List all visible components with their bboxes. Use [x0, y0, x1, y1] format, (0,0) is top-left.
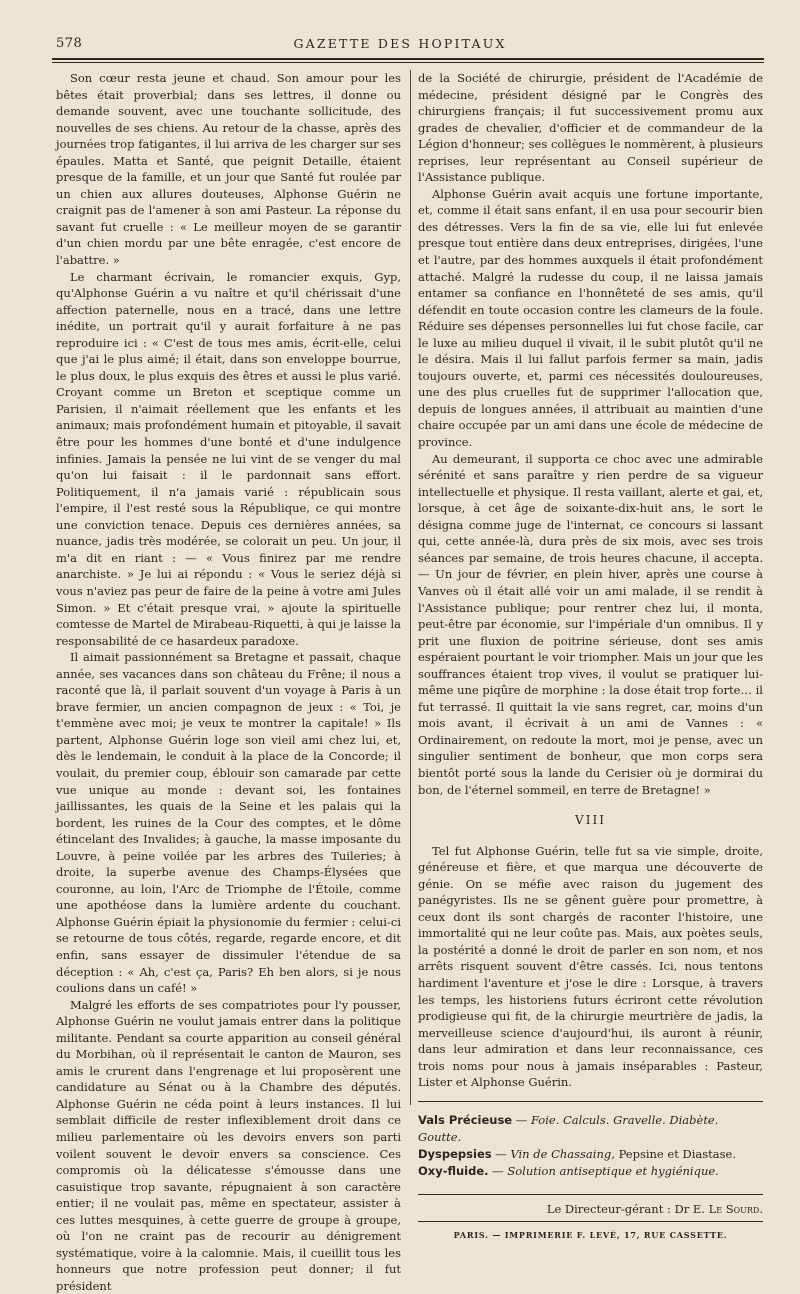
signature-rule [418, 1194, 763, 1195]
ad-product: Dyspepsies [418, 1146, 492, 1161]
ad-extra: Pepsine et Diastase. [618, 1146, 736, 1161]
signature-name: Le Sourd. [708, 1201, 763, 1216]
header-rule-thick [52, 58, 764, 60]
advertisement-vals: Vals Précieuse — Foie. Calculs. Gravelle. Diabète. Goutte. [418, 1112, 719, 1144]
paragraph: Il aimait passionnément sa Bretagne et passait, chaque année, ses vacances dans son château du Frêne; il nous a raconté que là, il parlait souvent d'un voyage à Paris à un brave fermier, un ancien compagnon de jeux : « Toi, je t'emmène avec moi; je veux te montrer la capitale! » Ils partent, Alphonse Guérin loge son vieil ami chez lui, et, dès le lendemain, le conduit à la place de la Concorde; il voulait, du premier coup, éblouir son camarade par cette vue unique au monde : devant soi, les fontaines jaillissantes, les quais de la Seine et les palais qui la bordent, les ruines de la Cour des comptes, et le dôme étincelant des Invalides; à gauche, la masse imposante du Louvre, à peine voilée par les arbres des Tuileries; à droite, la superbe avenue des Champs-Élysées que couronne, au loin, l'Arc de Triomphe de l'Étoile, comme une apothéose dans la lumière ardente du couchant. Alphonse Guérin épiait la physionomie du fermier : celui-ci se retourne de tous côtés, regarde, regarde encore, et dit enfin, sans essayer de dissimuler l'étendue de sa déception : « Ah, c'est ça, Paris? Eh ben alors, si je nous coulions dans un café! » [56, 650, 401, 996]
section-heading: VIII [575, 813, 606, 828]
ad-product: Oxy-fluide. [418, 1163, 489, 1178]
ad-tagline: Solution antiseptique et hygiénique. [507, 1163, 719, 1178]
ad-tagline: Vin de Chassaing, [510, 1146, 615, 1161]
paragraph: Alphonse Guérin avait acquis une fortune importante, et, comme il était sans enfant, il en usa pour secourir bien des détresses. Vers la fin de sa vie, elle lui fut enlevée presque tout entière dans deux entreprises, dirigées, l'une et l'autre, par des hommes auxquels il était profondément attaché. Malgré la rudesse du coup, il ne laissa jamais entamer sa confiance en l'honnêteté de ses amis, qu'il défendit en toute occasion contre les clameurs de la foule. Réduire ses dépenses personnelles lui fut chose facile, car le luxe au milieu duquel il vivait, il le subit plutôt qu'il ne le désira. Mais il lui fallut parfois fermer sa main, jadis toujours ouverte, et, parmi ces nécessités douloureuses, une des plus cruelles fut de supprimer l'allocation que, depuis de longues années, il attribuait au maintien d'une chaire occupée par un ami dans une école de médecine de province. [418, 186, 763, 450]
header-rule-thin [52, 62, 764, 63]
imprint-rule [418, 1221, 763, 1222]
journal-title: GAZETTE DES HOPITAUX [293, 36, 507, 51]
right-column [418, 70, 763, 1240]
advertisement-rule [418, 1101, 763, 1102]
page-number: 578 [56, 36, 83, 51]
paragraph: Tel fut Alphonse Guérin, telle fut sa vie simple, droite, généreuse et fière, et que marqua une découverte de génie. On se méfie avec raison du jugement des panégyristes. Ils ne se gênent guère pour promettre, à ceux dont ils sont chargés de raconter l'histoire, une immortalité qui ne leur coûte pas. Mais, aux poètes seuls, la postérité a donné le droit de parler en son nom, et nos arrêts risquent souvent d'être cassés. Ici, nous tentons hardiment l'aventure et j'ose le dire : Lorsque, à travers les temps, les historiens futurs écriront cette révolution prodigieuse qui fit, de la chirurgie meurtrière de jadis, la merveilleuse science d'aujourd'hui, ils auront à réunir, dans leur admiration et dans leur reconnaissance, ces trois noms pour nous à jamais inséparables : Pasteur, Lister et Alphonse Guérin. [418, 843, 763, 1090]
left-column [56, 70, 401, 1293]
advertisement-dyspepsies: Dyspepsies — Vin de Chassaing, Pepsine et Diastase. [418, 1146, 736, 1161]
column-divider [410, 70, 411, 1105]
signature-label: Le Directeur-gérant : Dr E. [546, 1201, 705, 1216]
paragraph: Au demeurant, il supporta ce choc avec une admirable sérénité et sans paraître y rien perdre de sa vigueur intellectuelle et physique. Il resta vaillant, alerte et gai, et, lorsque, à cet âge de soixante-dix-huit ans, le sort le désigna comme juge de l'internat, ce concours si lassant qui, cette année-là, dura près de six mois, avec ses trois séances par semaine, de trois heures chacune, il accepta. — Un jour de février, en plein hiver, après une course à Vanves où il était allé voir un ami malade, il se rendit à l'Assistance publique; pour rentrer chez lui, il monta, peut-être par économie, sur l'impériale d'un omnibus. Il y prit une fluxion de poitrine sérieuse, dont ses amis espéraient pourtant le voir triompher. Mais un jour que les souffrances étaient trop vives, il voulut se pratiquer lui-même une piqûre de morphine : la dose était trop forte… il fut terrassé. Il quittait la vie sans regret, car, moins d'un mois avant, il écrivait à un ami de Vannes : « Ordinairement, on redoute la mort, moi je pense, avec un singulier sentiment de bonheur, que mon corps sera bientôt porté sous la lande du Cerisier où je dormirai du bon, de l'éternel sommeil, en terre de Bretagne! » [418, 451, 763, 797]
director-signature [418, 1201, 763, 1217]
paragraph: Le charmant écrivain, le romancier exquis, Gyp, qu'Alphonse Guérin a vu naître et qu'il chérissait d'une affection paternelle, nous en a tracé, dans une lettre inédite, un portrait qu'il y aurait forfaiture à ne pas reproduire ici : « C'est de tous mes amis, écrit-elle, celui que j'ai le plus aimé; il était, dans son enveloppe bourrue, le plus doux, le plus exquis des êtres et aussi le plus varié. Croyant comme un Breton et sceptique comme un Parisien, il n'aimait réellement que les enfants et les animaux; mais profondément humain et pitoyable, il savait être pour les hommes d'une bonté et d'une indulgence infinies. Jamais la pensée ne lui vint de se venger du mal qu'on lui faisait : il le pardonnait sans effort. Politiquement, il n'a jamais varié : républicain sous l'empire, il l'est resté sous la République, ce qui montre une conviction tenace. Depuis ces dernières années, sa nuance, jadis très modérée, se colorait un peu. Un jour, il m'a dit en riant : — « Vous finirez par me rendre anarchiste. » Je lui ai répondu : « Vous le seriez déjà si vous n'aviez pas peur de faire de la peine à votre ami Jules Simon. » Et c'était presque vrai, » ajoute la spirituelle comtesse de Martel de Mirabeau-Riquetti, à qui je laisse la responsabilité de ce hasardeux paradoxe. [56, 269, 401, 648]
paragraph: Malgré les efforts de ses compatriotes pour l'y pousser, Alphonse Guérin ne voulut jamais entrer dans la politique militante. Pendant sa courte apparition au conseil général du Morbihan, où il représentait le canton de Mauron, ses amis le crurent dans l'engrenage et lui proposèrent une candidature au Sénat ou à la Chambre des députés. Alphonse Guérin ne céda point à leurs instances. Il lui semblait difficile de rester inflexiblement droit dans ce milieu parlementaire où les devoirs envers son parti voilent souvent le devoir envers sa conscience. Ces compromis où la délicatesse s'émousse dans une casuistique trop savante, répugnaient à son caractère entier; il ne voulait pas, même en spectateur, assister à ces luttes mesquines, à cette guerre de groupe à groupe, où l'on ne craint pas de recourir au dénigrement systématique, voire à la calomnie. Mais, il cueillit tous les honneurs que notre profession peut donner; il fut président [56, 997, 401, 1293]
advertisement-oxy-fluide: Oxy-fluide. — Solution antiseptique et hygiénique. [418, 1163, 719, 1178]
paragraph-continuation: de la Société de chirurgie, président de l'Académie de médecine, président désigné par le Congrès des chirurgiens français; il fut successivement promu aux grades de chevalier, d'officier et de commandeur de la Légion d'honneur; ses collègues le nommèrent, à plusieurs reprises, leur représentant au Conseil supérieur de l'Assistance publique. [418, 71, 763, 185]
ad-tagline: Foie. Calculs. Gravelle. Diabète. Goutte. [418, 1112, 719, 1144]
printer-imprint: PARIS. — IMPRIMERIE F. LEVÉ, 17, RUE CASSETTE. [453, 1229, 728, 1240]
paragraph: Son cœur resta jeune et chaud. Son amour pour les bêtes était proverbial; dans ses lettres, il donne ou demande souvent, avec une touchante sollicitude, des nouvelles de ses chiens. Au retour de la chasse, après des journées trop fatigantes, il lui arriva de les charger sur ses épaules. Matta et Santé, que peignit Detaille, étaient presque de la famille, et un jour que Santé fut roulée par un chien aux allures douteuses, Alphonse Guérin ne craignit pas de l'amener à son ami Pasteur. La réponse du savant fut cruelle : « Le meilleur moyen de se garantir d'un chien mordu par une bête enragée, c'est encore de l'abattre. » [56, 71, 401, 268]
ad-product: Vals Précieuse [418, 1112, 513, 1127]
